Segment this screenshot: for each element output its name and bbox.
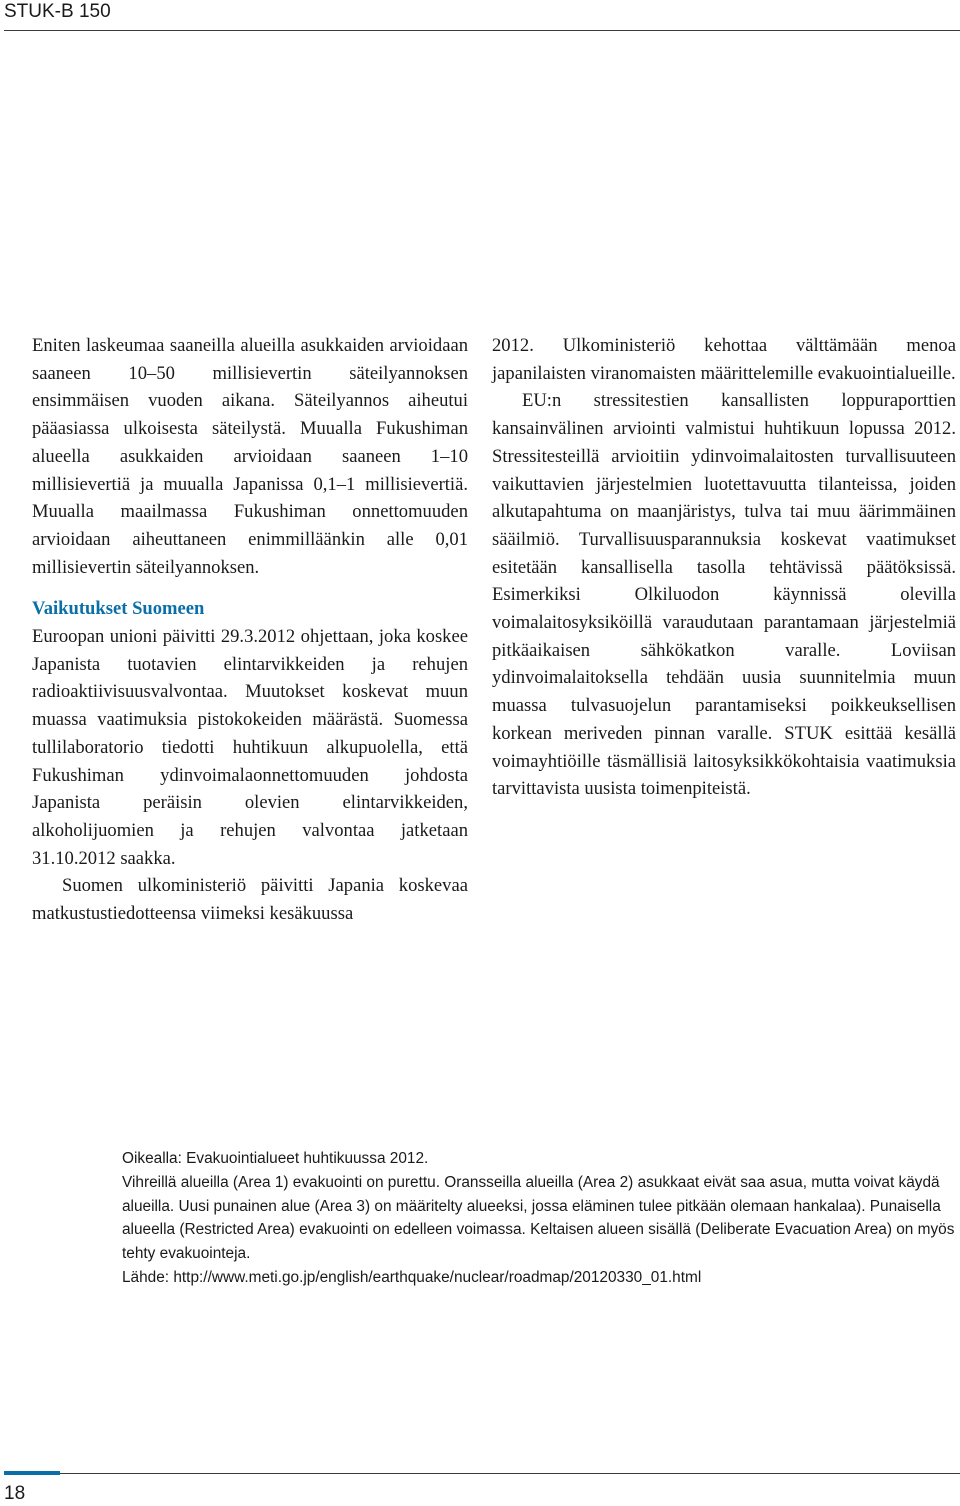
- running-head-series: STUK-B 150: [4, 1, 111, 22]
- footer-divider: [60, 1473, 960, 1474]
- paragraph-stress-tests: EU:n stressitestien kansallisten loppuraporttien kansainvälinen arviointi valmistui huhtikuun lopussa 2012. Stressitesteillä arvioitiin ydinvoimalaitosten turvallisuuteen vaikuttavien järjestelmien luotettavuutta tilanteissa, joiden alkutapahtuma on maanjäristys, tulva tai muu äärimmäinen sääilmiö. Turvallisuusparannuksia koskevat vaatimukset esitetään kansallisella tasolla tehtävissä päätöksissä. Esimerkiksi Olkiluodon käynnissä olevilla voimalaitosyksiköillä varaudutaan parantamaan järjestelmiä pitkäaikaisen sähkökatkon varalle. Loviisan ydinvoimalaitoksella tehdään uusia suunnitelmia muun muassa tulvasuojelun parantamiseksi poikkeuksellisen korkean meriveden pinnan varalle. STUK esittää kesällä voimayhtiöille täsmällisiä laitosyksikkökohtaisia vaatimuksia tarvittavista uusista toimenpiteistä.: [492, 390, 956, 800]
- paragraph-eu-guidance: Euroopan unioni päivitti 29.3.2012 ohjettaan, joka koskee Japanista tuotavien elintarvikkeiden ja rehujen radioaktiivisuusvalvontaa. Muutokset koskevat muun muassa vaatimuksia pistokokeiden määrästä. Suomessa tullilaboratorio tiedotti huhtikuun alkupuolella, että Fukushiman ydinvoimalaonnettomuuden johdosta Japanista peräisin olevien elintarvikkeiden, alkoholijuomien ja rehujen valvontaa jatketaan 31.10.2012 saakka.: [32, 626, 468, 869]
- section-heading: Vaikutukset Suomeen: [32, 598, 205, 620]
- right-column: [492, 332, 956, 803]
- paragraph-travel-advice: Suomen ulkoministeriö päivitti Japania koskevaa matkustustiedotteensa viimeksi kesäkuussa: [32, 875, 468, 925]
- paragraph-exposure: Eniten laskeumaa saaneilla alueilla asukkaiden arvioidaan saaneen 10–50 millisievertin säteilyannoksen ensimmäisen vuoden aikana. Säteilyannos aiheutui pääasiassa ulkoisesta säteilystä. Muualla Fukushiman alueella asukkaiden arvioidaan saaneen 1–10 millisievertiä ja muualla Japanissa 0,1–1 millisievertiä. Muualla maailmassa Fukushiman onnettomuuden arvioidaan aiheuttaneen enimmilläänkin alle 0,01 millisievertin säteilyannoksen.: [32, 335, 468, 578]
- paragraph-travel-advice-cont: 2012. Ulkoministeriö kehottaa välttämään menoa japanilaisten viranomaisten määrittelemille evakuointialueille.: [492, 335, 956, 384]
- caption-title: Oikealla: Evakuointialueet huhtikuussa 2012.: [122, 1150, 429, 1167]
- footer-accent-bar: [4, 1471, 60, 1475]
- caption-body: Vihreillä alueilla (Area 1) evakuointi on purettu. Oransseilla alueilla (Area 2) asukkaat eivät saa asua, mutta voivat käydä alueilla. Uusi punainen alue (Area 3) on määritelty alueeksi, jossa eläminen tulee pitkään olemaan hankalaa). Punaisella alueella (Restricted Area) evakuointi on edelleen voimassa. Keltaisen alueen sisällä (Deliberate Evacuation Area) on myös tehty evakuointeja.: [122, 1173, 955, 1263]
- figure-caption: [122, 1147, 960, 1290]
- caption-source: Lähde: http://www.meti.go.jp/english/earthquake/nuclear/roadmap/20120330_01.html: [122, 1268, 702, 1286]
- left-column: [32, 332, 468, 928]
- header-divider: [4, 30, 960, 31]
- page-number: 18: [4, 1483, 26, 1504]
